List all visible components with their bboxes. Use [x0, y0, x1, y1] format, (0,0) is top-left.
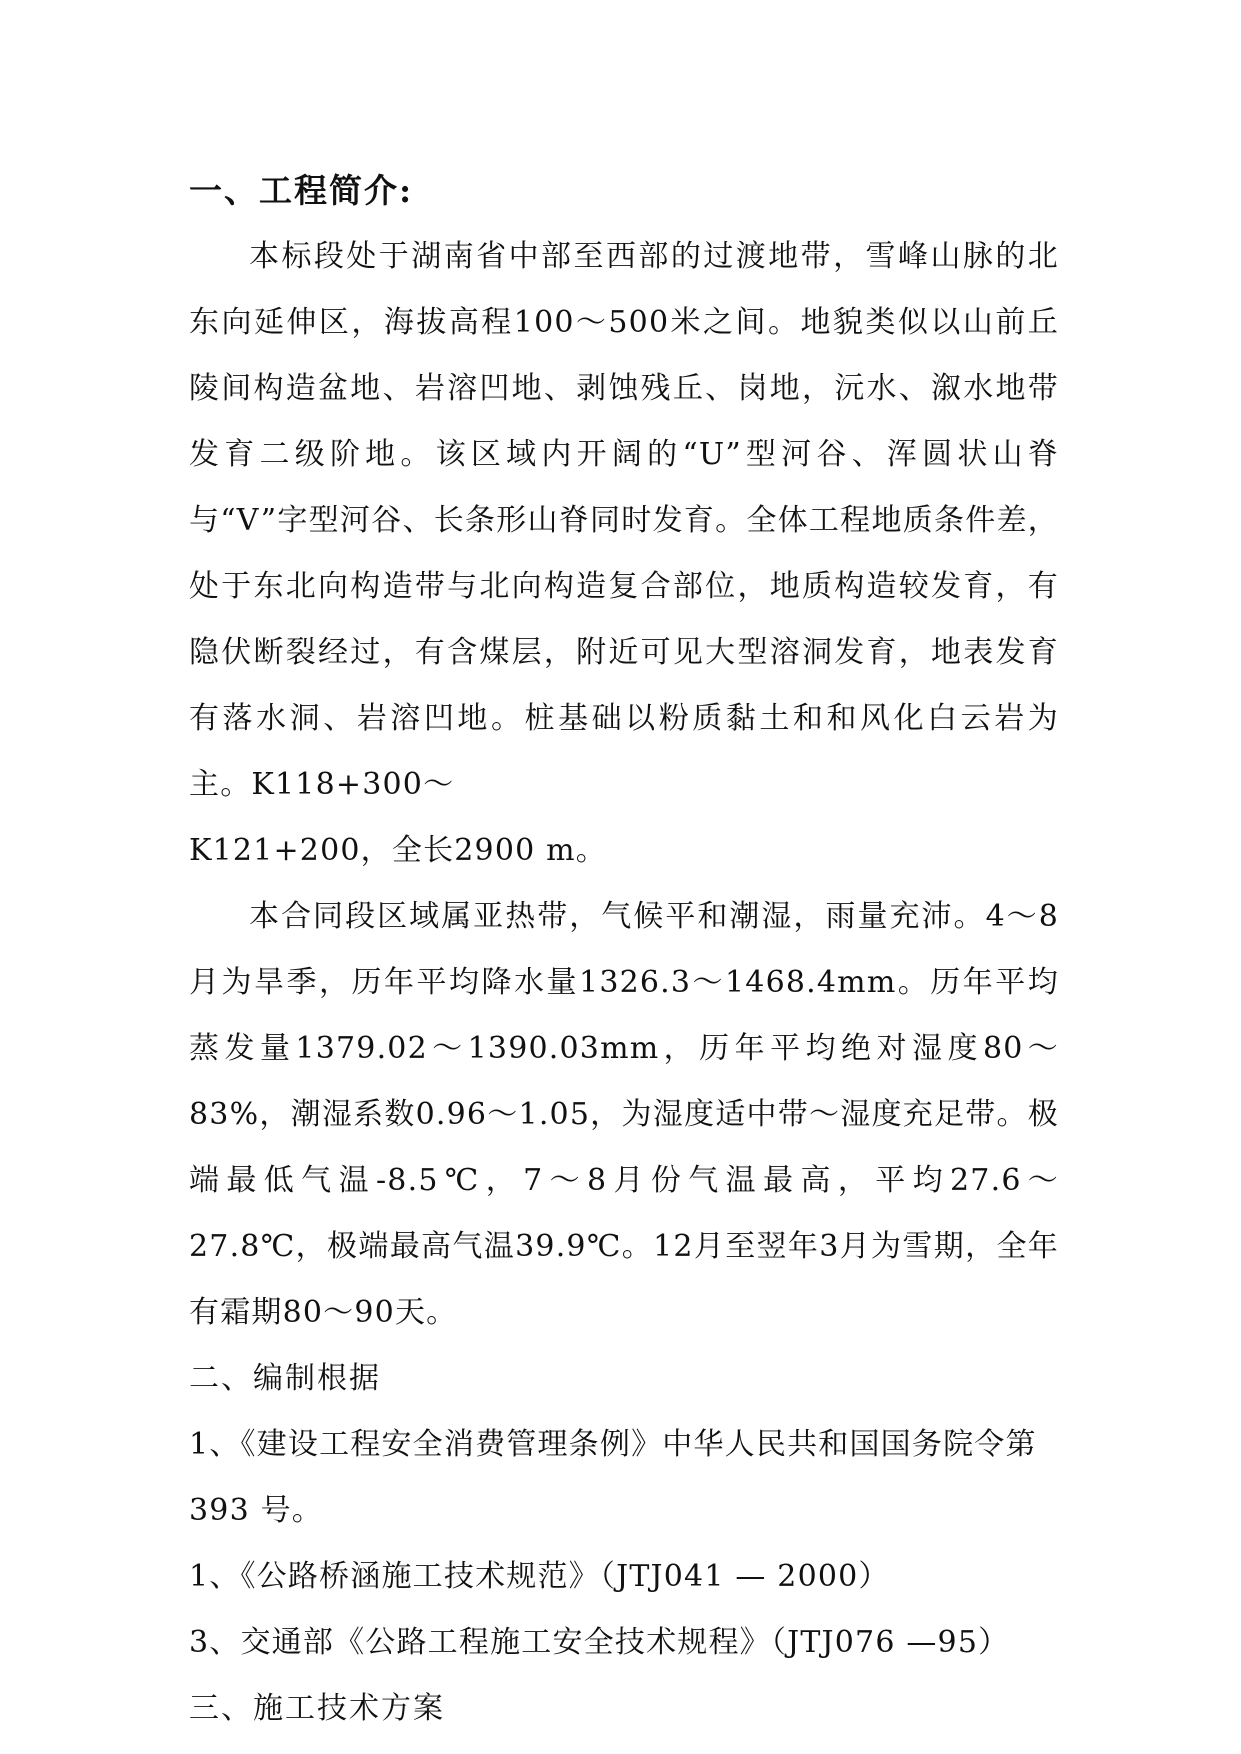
paragraph-geology-tail: K121+200，全长2900 m。: [189, 833, 608, 868]
list-item-regulation-1: 1、《建设工程安全消费管理条例》中华人民共和国国务院令第393 号。: [189, 1427, 1037, 1528]
document-body: [189, 158, 1059, 1742]
paragraph-climate: 本合同段区域属亚热带，气候平和潮湿，雨量充沛。4～8月为旱季，历年平均降水量1326.3～1468.4mm。历年平均蒸发量1379.02～1390.03mm，历年平均绝对湿度80～83%，潮湿系数0.96～1.05，为湿度适中带～湿度充足带。极端最低气温-8.5℃，7～8月份气温最高，平均27.6～27.8℃，极端最高气温39.9℃。12月至翌年3月为雪期，全年有霜期80～90天。: [189, 899, 1059, 1330]
section-heading-project-overview: 一、工程简介:: [189, 171, 414, 210]
list-item-regulation-3: 3、交通部《公路工程施工安全技术规程》（JTJ076 —95）: [189, 1625, 1010, 1660]
paragraph-geology: 本标段处于湖南省中部至西部的过渡地带，雪峰山脉的北东向延伸区，海拔高程100～500米之间。地貌类似以山前丘陵间构造盆地、岩溶凹地、剥蚀残丘、岗地，沅水、溆水地带发育二级阶地。该区域内开阔的“U”型河谷、浑圆状山脊与“V”字型河谷、长条形山脊同时发育。全体工程地质条件差，处于东北向构造带与北向构造复合部位，地质构造较发育，有隐伏断裂经过，有含煤层，附近可见大型溶洞发育，地表发育有落水洞、岩溶凹地。桩基础以粉质黏土和和风化白云岩为主。K118+300～: [189, 239, 1059, 802]
section-heading-basis: 二、编制根据: [189, 1361, 381, 1396]
list-item-regulation-2: 1、《公路桥涵施工技术规范》（JTJ041 — 2000）: [189, 1559, 890, 1594]
section-heading-technical-plan: 三、施工技术方案: [189, 1691, 445, 1726]
